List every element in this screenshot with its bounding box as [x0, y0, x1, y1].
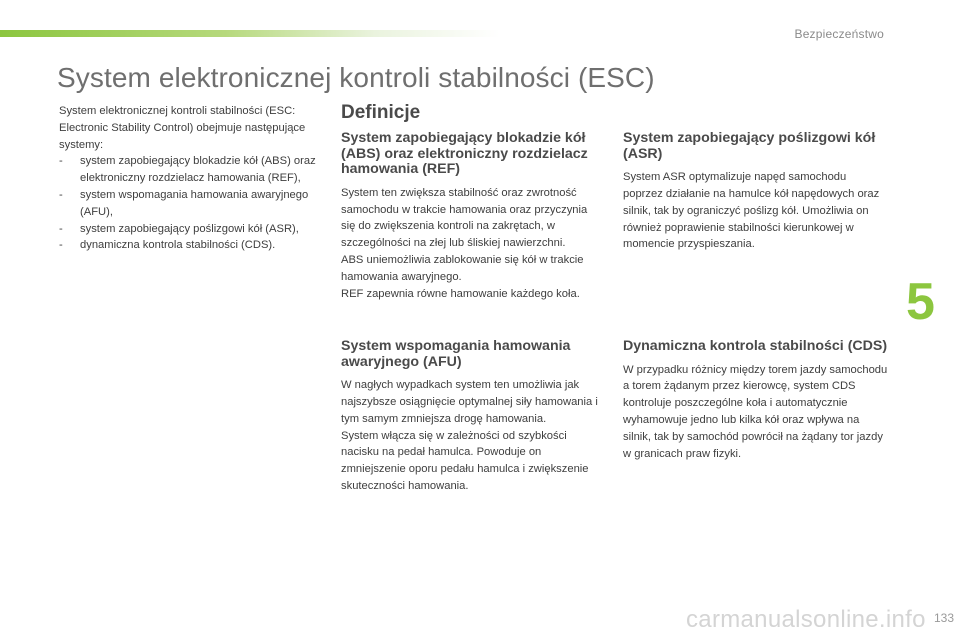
abs-heading: System zapobiegający blokadzie kół (ABS) oraz elektroniczny rozdzielacz hamowania (REF) — [341, 130, 588, 178]
intro-list — [59, 153, 321, 254]
chapter-number: 5 — [906, 273, 935, 331]
list-bullet: - — [59, 155, 63, 168]
cds-heading: Dynamiczna kontrola stabilności (CDS) — [623, 338, 888, 354]
list-item-text: system wspomagania hamowania awaryjnego (AFU), — [80, 188, 309, 218]
list-item — [59, 221, 321, 238]
asr-text: System ASR optymalizuje napęd samochodu poprzez działanie na hamulce kół napędowych oraz silnik, tak by ograniczyć poślizg kół. Umożliwia on również poprawienie stabilności kierunkowej w momencie przyspieszania. — [623, 171, 880, 251]
afu-section — [341, 339, 603, 495]
list-item — [59, 237, 321, 254]
abs-section — [341, 131, 603, 302]
afu-text: W nagłych wypadkach system ten umożliwia jak najszybsze osiągnięcie optymalnej siły hamowania i tym samym zmniejsza drogę hamowania. System włącza się w zależności od szybkości nacisku na pedał hamulca. Powoduje on zmniejszenie oporu pedału hamulca i zwiększenie skuteczności hamowania. — [341, 379, 598, 492]
watermark: carmanualsonline.info — [686, 606, 926, 633]
intro-column — [59, 103, 321, 254]
page-title: System elektronicznej kontroli stabilności (ESC) — [57, 62, 655, 93]
list-item — [59, 153, 321, 187]
page-number: 133 — [933, 611, 954, 625]
list-item-text: system zapobiegający blokadzie kół (ABS) oraz elektroniczny rozdzielacz hamowania (REF), — [80, 155, 316, 185]
intro-text: System elektronicznej kontroli stabilności (ESC: Electronic Stability Control) obejmuje następujące systemy: — [59, 105, 306, 151]
abs-text: System ten zwiększa stabilność oraz zwrotność samochodu w trakcie hamowania oraz przyczynia się do zwiększenia kontroli na zakrętach, w szczególności na złej lub śliskiej nawierzchni. ABS uniemożliwia zablokowanie się kół w trakcie hamowania awaryjnego. REF zapewnia równe hamowanie każdego koła. — [341, 186, 588, 300]
header-accent-bar — [0, 30, 500, 37]
cds-section — [623, 339, 888, 462]
section-name: Bezpieczeństwo — [794, 27, 884, 41]
list-bullet: - — [59, 239, 63, 252]
cds-text: W przypadku różnicy między torem jazdy samochodu a torem żądanym przez kierowcę, system CDS kontroluje poszczególne koła i automatycznie wyhamowuje jedno lub kilka kół oraz wpływa na silnik, tak by samochód powrócił na żądany tor jazdy w granicach praw fizyki. — [623, 363, 888, 460]
asr-section — [623, 131, 888, 253]
list-bullet: - — [59, 188, 63, 201]
list-bullet: - — [59, 222, 63, 235]
list-item-text: system zapobiegający poślizgowi kół (ASR), — [80, 222, 299, 235]
list-item-text: dynamiczna kontrola stabilności (CDS). — [80, 239, 276, 252]
list-item — [59, 187, 321, 221]
afu-heading: System wspomagania hamowania awaryjnego (AFU) — [341, 338, 571, 370]
asr-heading: System zapobiegający poślizgowi kół (ASR) — [623, 130, 876, 162]
definitions-heading: Definicje — [341, 102, 421, 123]
